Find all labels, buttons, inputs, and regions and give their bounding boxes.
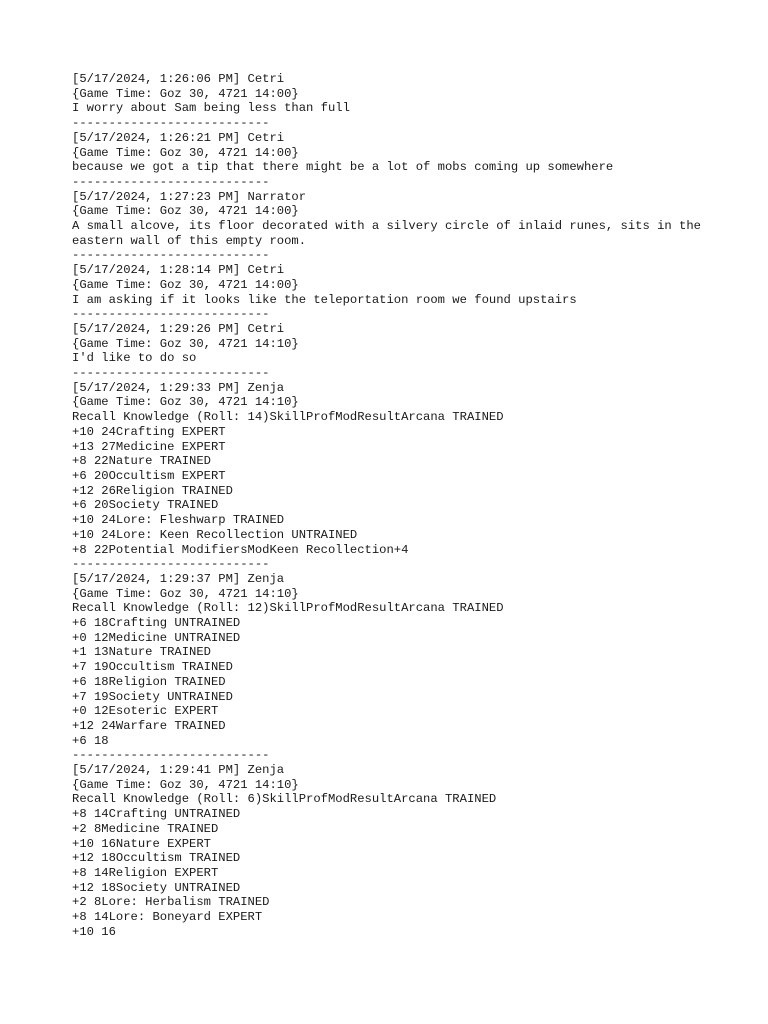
entry-game-time: {Game Time: Goz 30, 4721 14:00}	[72, 86, 299, 101]
entry-message: I'd like to do so	[72, 351, 197, 366]
roll-skill-line: +12 18Society UNTRAINED	[72, 880, 241, 895]
roll-skill-line: +8 14Lore: Boneyard EXPERT	[72, 910, 263, 925]
entry-header: [5/17/2024, 1:29:41 PM] Zenja	[72, 763, 285, 778]
entry-game-time: {Game Time: Goz 30, 4721 14:10}	[72, 336, 299, 351]
log-entry-roll	[72, 572, 712, 763]
entry-separator: ---------------------------	[72, 748, 270, 763]
log-entry	[72, 72, 712, 131]
entry-game-time: {Game Time: Goz 30, 4721 14:00}	[72, 204, 299, 219]
entry-message: I am asking if it looks like the teleportation room we found upstairs	[72, 292, 577, 307]
entry-game-time: {Game Time: Goz 30, 4721 14:00}	[72, 145, 299, 160]
roll-modifier-line: +8 22Potential ModifiersModKeen Recollection+4	[72, 542, 409, 557]
entry-separator: ---------------------------	[72, 248, 270, 263]
entry-message: I worry about Sam being less than full	[72, 101, 350, 116]
roll-skill-line: +10 16	[72, 924, 116, 939]
roll-skill-line: +8 14Crafting UNTRAINED	[72, 807, 241, 822]
roll-skill-line: +12 18Occultism TRAINED	[72, 851, 241, 866]
entry-header: [5/17/2024, 1:26:21 PM] Cetri	[72, 130, 285, 145]
entry-header: [5/17/2024, 1:27:23 PM] Narrator	[72, 189, 307, 204]
roll-skill-line: +6 20Occultism EXPERT	[72, 468, 226, 483]
roll-summary: Recall Knowledge (Roll: 12)SkillProfModResultArcana TRAINED	[72, 601, 504, 616]
roll-skill-line: +0 12Medicine UNTRAINED	[72, 630, 241, 645]
log-entry	[72, 190, 712, 264]
entry-message: A small alcove, its floor decorated with a silvery circle of inlaid runes, sits in the eastern wall of this empty room.	[72, 219, 709, 248]
roll-skill-line: +12 24Warfare TRAINED	[72, 718, 226, 733]
roll-skill-line: +6 18Crafting UNTRAINED	[72, 616, 241, 631]
entry-game-time: {Game Time: Goz 30, 4721 14:10}	[72, 777, 299, 792]
entry-game-time: {Game Time: Goz 30, 4721 14:10}	[72, 395, 299, 410]
log-entry	[72, 131, 712, 190]
roll-summary: Recall Knowledge (Roll: 6)SkillProfModResultArcana TRAINED	[72, 792, 497, 807]
entry-game-time: {Game Time: Goz 30, 4721 14:00}	[72, 277, 299, 292]
roll-skill-line: +8 14Religion EXPERT	[72, 865, 219, 880]
log-entry	[72, 263, 712, 322]
entry-header: [5/17/2024, 1:26:06 PM] Cetri	[72, 72, 285, 86]
log-entry	[72, 322, 712, 381]
roll-skill-line: +1 13Nature TRAINED	[72, 645, 211, 660]
entry-header: [5/17/2024, 1:29:26 PM] Cetri	[72, 321, 285, 336]
entry-separator: ---------------------------	[72, 307, 270, 322]
roll-skill-line: +6 18	[72, 733, 109, 748]
roll-skill-line: +10 16Nature EXPERT	[72, 836, 211, 851]
entry-header: [5/17/2024, 1:29:37 PM] Zenja	[72, 571, 285, 586]
entry-separator: ---------------------------	[72, 366, 270, 381]
roll-skill-line: +13 27Medicine EXPERT	[72, 439, 226, 454]
entry-separator: ---------------------------	[72, 116, 270, 131]
roll-skill-line: +2 8Medicine TRAINED	[72, 821, 219, 836]
roll-skill-line: +0 12Esoteric EXPERT	[72, 704, 219, 719]
roll-skill-line: +10 24Lore: Fleshwarp TRAINED	[72, 513, 285, 528]
entry-separator: ---------------------------	[72, 557, 270, 572]
roll-skill-line: +8 22Nature TRAINED	[72, 454, 211, 469]
entry-header: [5/17/2024, 1:29:33 PM] Zenja	[72, 380, 285, 395]
entry-separator: ---------------------------	[72, 174, 270, 189]
roll-skill-line: +2 8Lore: Herbalism TRAINED	[72, 895, 270, 910]
roll-skill-line: +10 24Lore: Keen Recollection UNTRAINED	[72, 527, 358, 542]
log-entry-roll	[72, 381, 712, 572]
roll-skill-line: +7 19Occultism TRAINED	[72, 660, 233, 675]
entry-message: because we got a tip that there might be a lot of mobs coming up somewhere	[72, 160, 614, 175]
roll-skill-line: +6 20Society TRAINED	[72, 498, 219, 513]
roll-skill-line: +10 24Crafting EXPERT	[72, 424, 226, 439]
roll-skill-line: +6 18Religion TRAINED	[72, 674, 226, 689]
roll-skill-line: +12 26Religion TRAINED	[72, 483, 233, 498]
roll-skill-line: +7 19Society UNTRAINED	[72, 689, 233, 704]
chat-log-document	[72, 72, 712, 939]
entry-game-time: {Game Time: Goz 30, 4721 14:10}	[72, 586, 299, 601]
roll-summary: Recall Knowledge (Roll: 14)SkillProfModResultArcana TRAINED	[72, 410, 504, 425]
log-entry-roll	[72, 763, 712, 939]
entry-header: [5/17/2024, 1:28:14 PM] Cetri	[72, 263, 285, 278]
